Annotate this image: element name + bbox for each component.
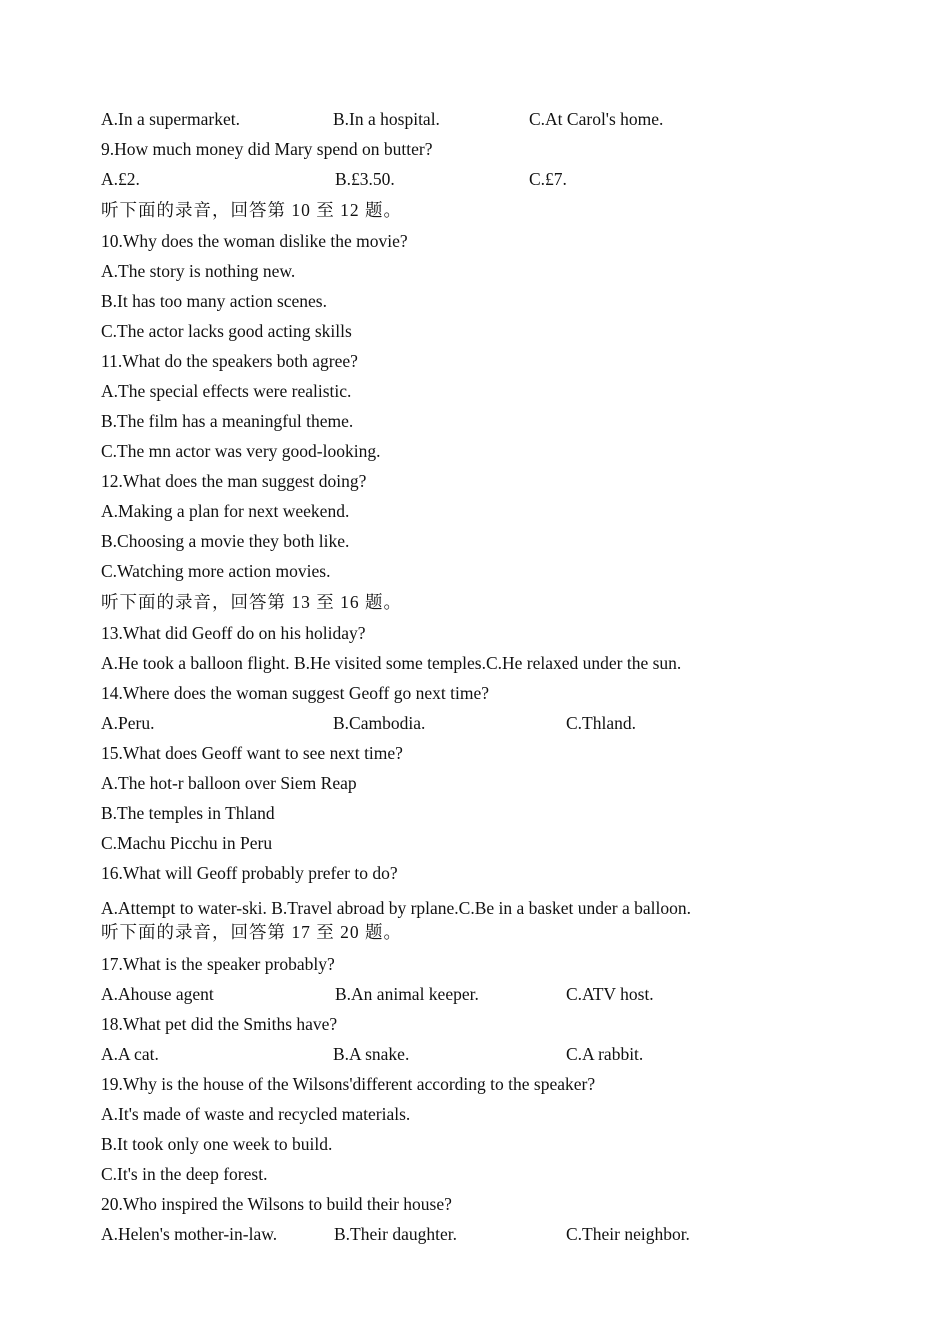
answer-option-b: B.In a hospital. [333, 109, 440, 129]
answer-option-a: A.£2. [101, 169, 140, 189]
answer-option-c: C.At Carol's home. [529, 109, 664, 129]
question-text: 16.What will Geoff probably prefer to do? [101, 863, 398, 883]
question-text: 17.What is the speaker probably? [101, 954, 335, 974]
answer-option: A.Making a plan for next weekend. [101, 501, 350, 521]
answer-option-a: A.Peru. [101, 713, 155, 733]
answer-option: C.The actor lacks good acting skills [101, 321, 352, 341]
question-text: 9.How much money did Mary spend on butter? [101, 139, 433, 159]
question-text: 18.What pet did the Smiths have? [101, 1014, 338, 1034]
answer-option-a: A.Helen's mother-in-law. [101, 1224, 278, 1244]
answer-option-c: C.£7. [529, 169, 567, 189]
answer-option-b: B.Their daughter. [334, 1224, 457, 1244]
section-instruction: 听下面的录音，回答第 10 至 12 题。 [101, 200, 402, 220]
answer-option-a: A.A cat. [101, 1044, 159, 1064]
answer-option: A.The hot-r balloon over Siem Reap [101, 773, 357, 793]
question-text: 10.Why does the woman dislike the movie? [101, 231, 408, 251]
answer-option-a: A.In a supermarket. [101, 109, 240, 129]
answer-option: A.The story is nothing new. [101, 261, 296, 281]
section-instruction: 听下面的录音，回答第 13 至 16 题。 [101, 592, 402, 612]
answer-option: A.Attempt to water-ski. B.Travel abroad by rplane.C.Be in a basket under a balloon. [101, 898, 691, 918]
section-instruction: 听下面的录音，回答第 17 至 20 题。 [101, 922, 402, 942]
answer-option: C.Machu Picchu in Peru [101, 833, 273, 853]
answer-option: C.Watching more action movies. [101, 561, 331, 581]
answer-option: B.Choosing a movie they both like. [101, 531, 350, 551]
answer-option-c: C.Thland. [566, 713, 636, 733]
question-text: 20.Who inspired the Wilsons to build their house? [101, 1194, 452, 1214]
answer-option-a: A.Ahouse agent [101, 984, 214, 1004]
answer-option: B.It has too many action scenes. [101, 291, 327, 311]
answer-option-b: B.£3.50. [335, 169, 395, 189]
question-text: 11.What do the speakers both agree? [101, 351, 358, 371]
answer-option: A.It's made of waste and recycled materials. [101, 1104, 411, 1124]
answer-option: A.The special effects were realistic. [101, 381, 352, 401]
answer-option: B.The film has a meaningful theme. [101, 411, 354, 431]
answer-option: B.It took only one week to build. [101, 1134, 333, 1154]
answer-option-b: B.A snake. [333, 1044, 410, 1064]
answer-option: A.He took a balloon flight. B.He visited some temples.C.He relaxed under the sun. [101, 653, 682, 673]
answer-option-c: C.ATV host. [566, 984, 654, 1004]
question-text: 19.Why is the house of the Wilsons'different according to the speaker? [101, 1074, 596, 1094]
question-text: 15.What does Geoff want to see next time? [101, 743, 403, 763]
answer-option: C.It's in the deep forest. [101, 1164, 268, 1184]
answer-option-c: C.A rabbit. [566, 1044, 644, 1064]
answer-option-b: B.An animal keeper. [335, 984, 479, 1004]
answer-option: C.The mn actor was very good-looking. [101, 441, 381, 461]
answer-option: B.The temples in Thland [101, 803, 275, 823]
answer-option-b: B.Cambodia. [333, 713, 426, 733]
answer-option-c: C.Their neighbor. [566, 1224, 690, 1244]
question-text: 14.Where does the woman suggest Geoff go next time? [101, 683, 489, 703]
question-text: 13.What did Geoff do on his holiday? [101, 623, 366, 643]
question-text: 12.What does the man suggest doing? [101, 471, 367, 491]
